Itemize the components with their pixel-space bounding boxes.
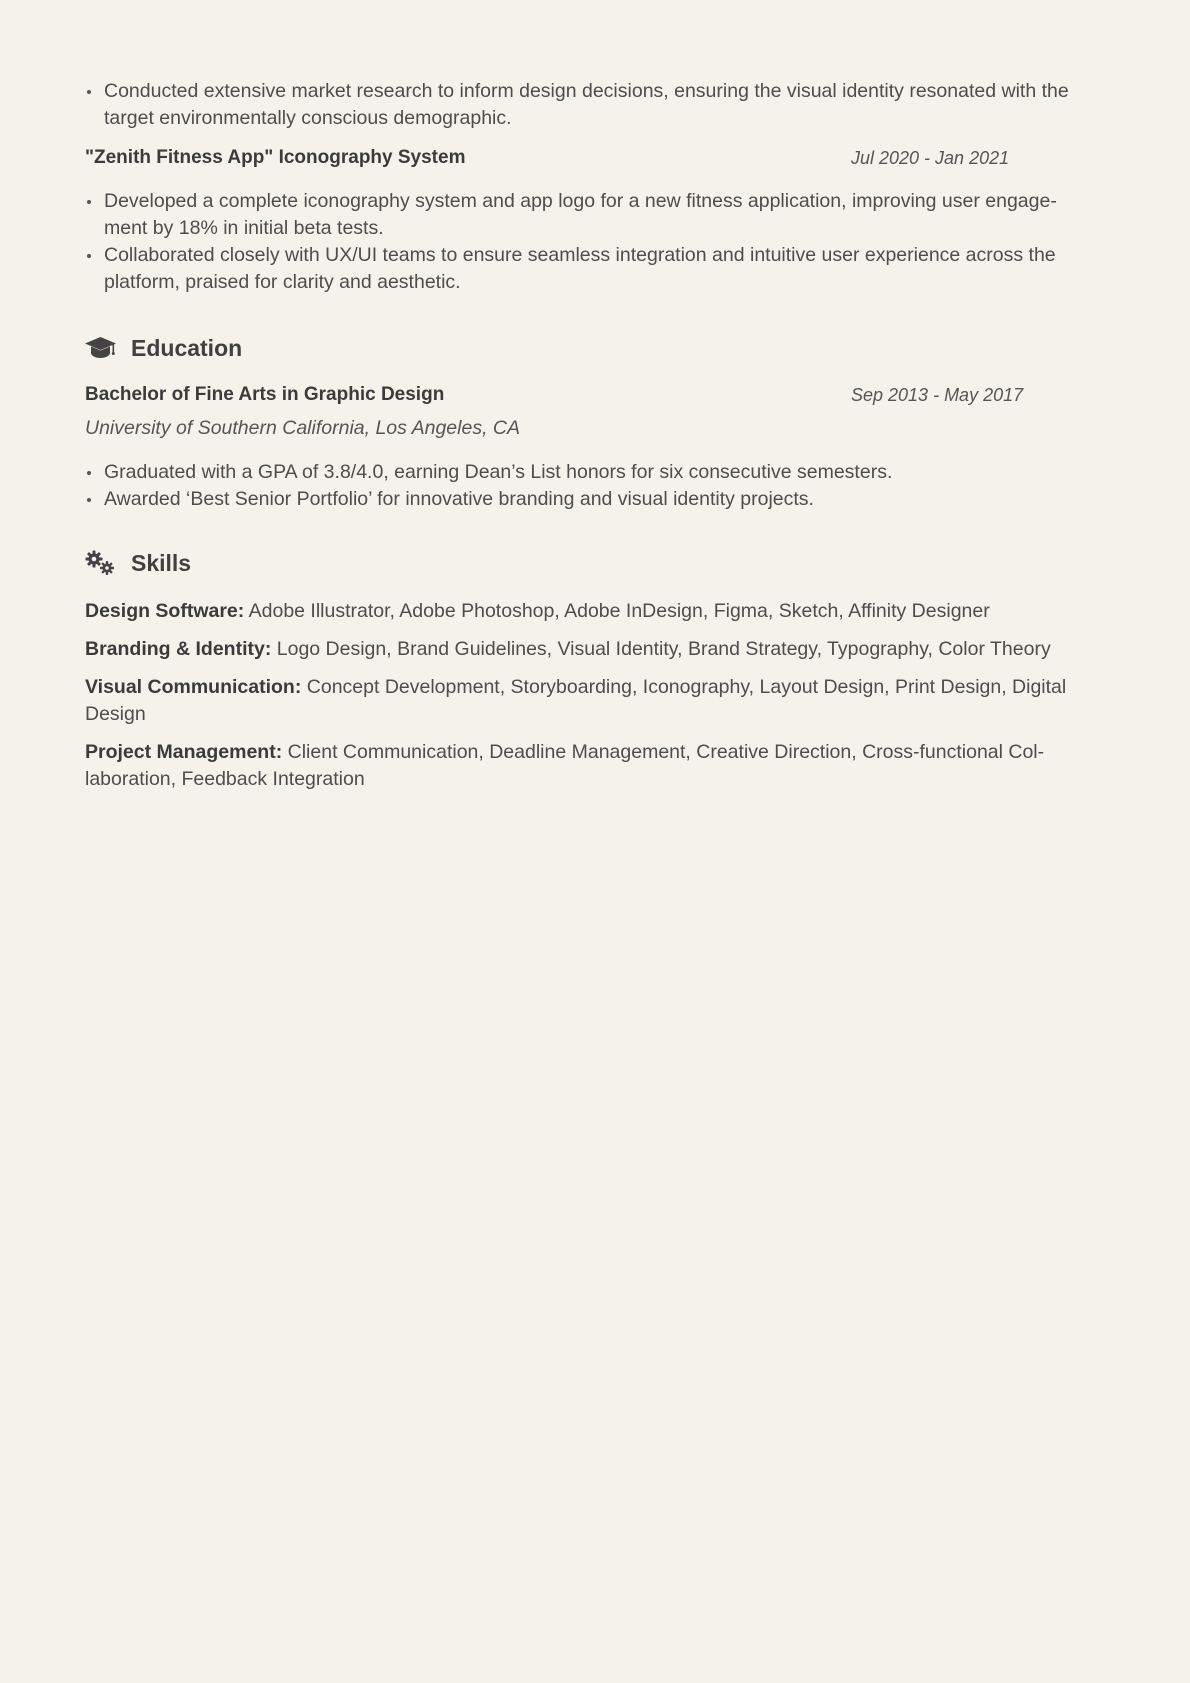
education-bullets bbox=[85, 459, 1100, 513]
skill-row bbox=[85, 598, 1100, 625]
skill-label: Design Software: bbox=[85, 600, 245, 622]
list-item: Developed a complete iconography system and app logo for a new fitness application, improving user engage-ment by 18% in initial beta tests. bbox=[85, 188, 1100, 242]
degree-date: Sep 2013 - May 2017 bbox=[851, 385, 1024, 405]
education-heading: Education bbox=[131, 334, 243, 361]
project-bullets bbox=[85, 188, 1100, 296]
skills-heading: Skills bbox=[131, 549, 192, 576]
skill-value: Logo Design, Brand Guidelines, Visual Identity, Brand Strategy, Typography, Color Theory bbox=[276, 638, 1051, 660]
previous-project-bullets bbox=[85, 78, 1100, 132]
skills-list bbox=[85, 598, 1100, 793]
list-item: Graduated with a GPA of 3.8/4.0, earning Dean’s List honors for six consecutive semesters. bbox=[85, 459, 1100, 486]
skill-label: Visual Communication: bbox=[85, 676, 302, 698]
school-name: University of Southern California, Los Angeles, CA bbox=[85, 417, 520, 439]
project-header bbox=[85, 146, 1100, 170]
skill-value: Client Communication, Deadline Management, Creative Direction, Cross-functional Col-laboration, Feedback Integration bbox=[85, 741, 1045, 790]
degree-header bbox=[85, 383, 1100, 407]
skill-label: Project Management: bbox=[85, 741, 283, 763]
skill-value: Concept Development, Storyboarding, Iconography, Layout Design, Print Design, Digital Design bbox=[85, 676, 1067, 725]
list-item: Conducted extensive market research to inform design decisions, ensuring the visual identity resonated with the target environmentally conscious demographic. bbox=[85, 78, 1100, 132]
resume-page bbox=[85, 78, 1100, 793]
skill-row bbox=[85, 674, 1100, 728]
gears-icon bbox=[85, 548, 117, 578]
skill-row bbox=[85, 636, 1100, 663]
skill-label: Branding & Identity: bbox=[85, 638, 272, 660]
skill-value: Adobe Illustrator, Adobe Photoshop, Adobe InDesign, Figma, Sketch, Affinity Designer bbox=[248, 600, 990, 622]
education-section-header bbox=[85, 333, 1100, 363]
skill-row bbox=[85, 739, 1100, 793]
project-title: "Zenith Fitness App" Iconography System bbox=[85, 147, 466, 168]
list-item: Collaborated closely with UX/UI teams to ensure seamless integration and intuitive user experience across the platform, praised for clarity and aesthetic. bbox=[85, 242, 1100, 296]
skills-section-header bbox=[85, 548, 1100, 578]
degree-title: Bachelor of Fine Arts in Graphic Design bbox=[85, 384, 445, 405]
list-item: Awarded ‘Best Senior Portfolio’ for innovative branding and visual identity projects. bbox=[85, 486, 1100, 513]
project-date: Jul 2020 - Jan 2021 bbox=[851, 148, 1010, 168]
graduation-cap-icon bbox=[85, 333, 117, 363]
